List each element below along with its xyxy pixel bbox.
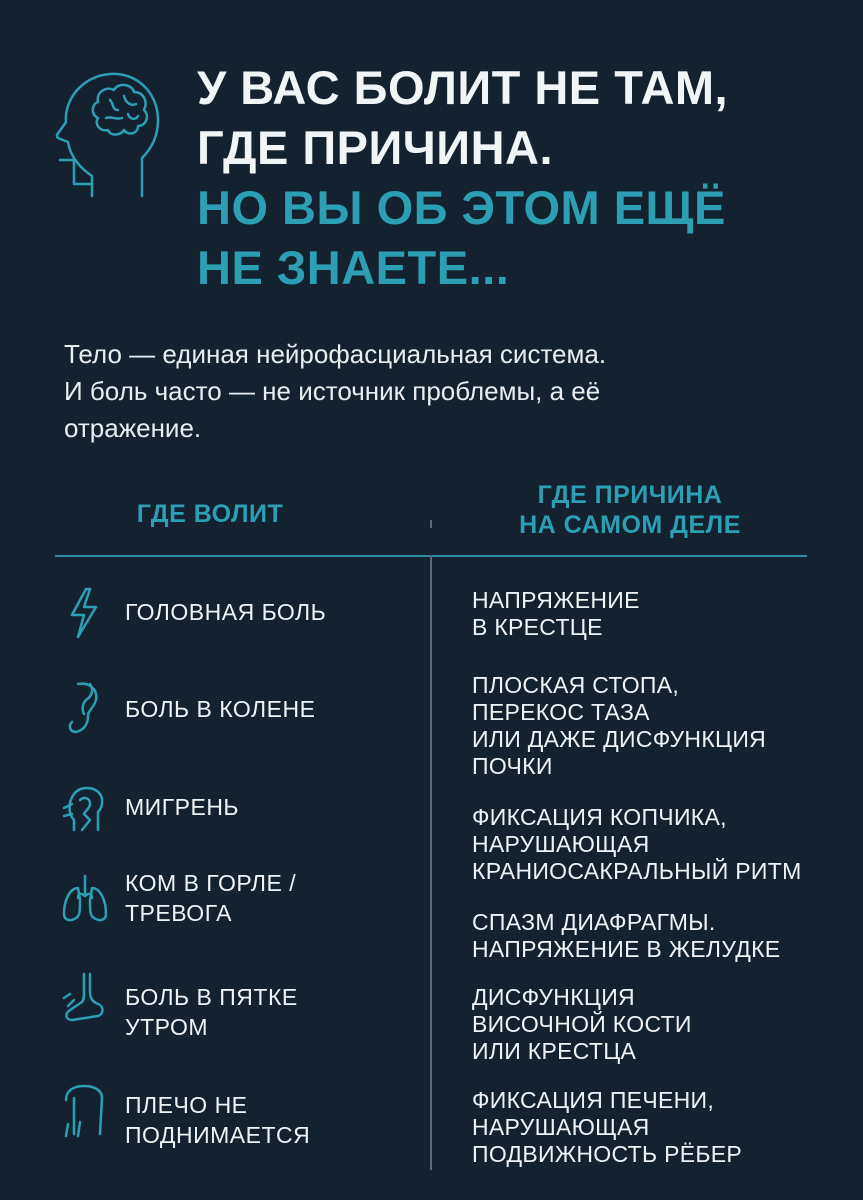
foot-icon (60, 970, 110, 1026)
cause-line: НАПРЯЖЕНИЕ (472, 587, 640, 613)
shoulder-icon (60, 1082, 110, 1138)
table-row-cause-6 (472, 1087, 742, 1168)
cause-line: ДИСФУНКЦИЯ (472, 984, 635, 1010)
column-header-cause-line-2: НА САМОМ ДЕЛЕ (519, 511, 741, 539)
migraine-head-icon (60, 778, 110, 834)
cause-line: В КРЕСТЦЕ (472, 614, 603, 640)
pain-label-line: ПОДНИМАЕТСЯ (125, 1122, 311, 1148)
column-header-cause-line-1: ГДЕ ПРИЧИНА (537, 481, 723, 509)
table-row-cause-5 (472, 984, 692, 1065)
cause-line: ПЛОСКАЯ СТОПА, (472, 672, 680, 698)
cause-line: НАРУШАЮЩАЯ (472, 1114, 650, 1140)
pain-label-line: КОМ В ГОРЛЕ / (125, 870, 297, 896)
cause-line: ВИСОЧНОЙ КОСТИ (472, 1011, 692, 1037)
table-row-cause-4 (472, 909, 780, 963)
intro-line-2: И боль часто — не источник проблемы, а её (64, 376, 601, 406)
cause-line: ФИКСАЦИЯ ПЕЧЕНИ, (472, 1087, 715, 1113)
cause-line: НАПРЯЖЕНИЕ В ЖЕЛУДКЕ (472, 936, 781, 962)
pain-label: БОЛЬ В КОЛЕНЕ (125, 696, 316, 722)
title-line-2: ГДЕ ПРИЧИНА. (197, 121, 554, 174)
pain-label: МИГРЕНЬ (125, 794, 240, 820)
cause-line: СПАЗМ ДИАФРАГМЫ. (472, 909, 716, 935)
cause-line: ФИКСАЦИЯ КОПЧИКА, (472, 804, 727, 830)
intro-line-1: Тело — единая нейрофасциальная система. (64, 339, 607, 369)
column-header-pain: ГДЕ ВОЛИТ (136, 500, 284, 528)
pain-label-line: ПЛЕЧО НЕ (125, 1092, 248, 1118)
table-row-cause-1 (472, 587, 640, 641)
lungs-icon (60, 870, 110, 926)
pain-label (125, 1090, 310, 1150)
cause-line: КРАНИОСАКРАЛЬНЫЙ РИТМ (472, 858, 802, 884)
table-row-cause-2 (472, 672, 766, 780)
title-line-1: У ВАС БОЛИТ НЕ ТАМ, (197, 61, 729, 114)
cause-line: ПОЧКИ (472, 753, 553, 779)
cause-line: ИЛИ ДАЖЕ ДИСФУНКЦИЯ (472, 726, 767, 752)
knee-icon (60, 680, 110, 736)
intro-text (64, 336, 764, 447)
pain-label (125, 982, 298, 1042)
cause-line: НАРУШАЮЩАЯ (472, 831, 650, 857)
subtitle-line-2: НЕ ЗНАЕТЕ... (197, 241, 510, 294)
lightning-icon (60, 585, 110, 641)
pain-label: ГОЛОВНАЯ БОЛЬ (125, 599, 327, 625)
table-row-cause-3 (472, 804, 802, 885)
column-tick (430, 520, 432, 528)
title-block (197, 58, 837, 298)
head-brain-icon (52, 64, 164, 204)
pain-label (125, 868, 296, 928)
table-divider-vertical (430, 555, 432, 1170)
cause-line: ПЕРЕКОС ТАЗА (472, 699, 650, 725)
intro-line-3: отражение. (64, 413, 202, 443)
column-header-cause (470, 480, 790, 540)
pain-label-line: ТРЕВОГА (125, 900, 232, 926)
pain-label-line: БОЛЬ В ПЯТКЕ (125, 984, 298, 1010)
cause-line: ПОДВИЖНОСТЬ РЁБЕР (472, 1141, 743, 1167)
pain-label-line: УТРОМ (125, 1014, 209, 1040)
subtitle-line-1: НО ВЫ ОБ ЭТОМ ЕЩЁ (197, 181, 726, 234)
cause-line: ИЛИ КРЕСТЦА (472, 1038, 637, 1064)
